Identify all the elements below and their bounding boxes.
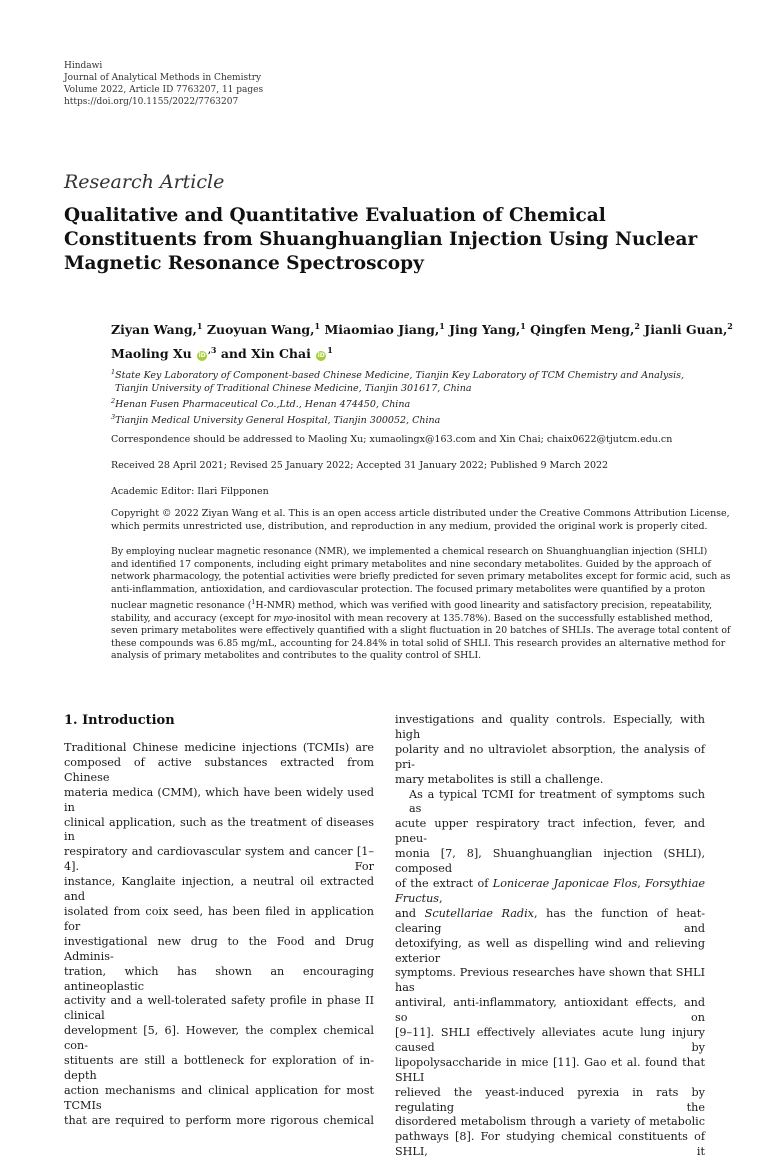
affil-sup: 1 xyxy=(111,368,116,376)
affil-sup: 2 xyxy=(111,397,116,406)
affil-text: Henan Fusen Pharmaceutical Co.,Ltd., Henan 474450, China xyxy=(115,399,411,411)
affil-text: State Key Laboratory of Component-based Chinese Medicine, Tianjin Key Laboratory of TCM Chemistry and Analysis, xyxy=(115,370,685,382)
orcid-icon[interactable]: iD xyxy=(198,352,206,360)
body-line: stituents are still a bottleneck for exploration of in-depth xyxy=(64,1054,374,1082)
copyright-line: Copyright © 2022 Ziyan Wang et al. This is an open access article distributed under the Creative Commons Attribution License, xyxy=(111,508,730,519)
affil-text: Tianjin University of Traditional Chinese Medicine, Tianjin 301617, China xyxy=(115,383,472,395)
author-name[interactable]: Miaomiao Jiang, xyxy=(320,322,440,338)
body-line: activity and a well-tolerated safety profile in phase II clinical xyxy=(64,994,374,1023)
copyright-line: which permits unrestricted use, distribution, and reproduction in any medium, provided the original work is properly cited. xyxy=(111,521,708,532)
body-line: respiratory and cardiovascular system and cancer [1–4]. For xyxy=(64,845,374,874)
body-line: detoxifying, as well as dispelling wind and relieving exterior xyxy=(395,936,705,965)
author-affil-sup: ,3 xyxy=(208,345,217,356)
body-text: , xyxy=(637,876,646,890)
species-name: Scutellariae Radix xyxy=(424,906,534,920)
body-line: acute upper respiratory tract infection, fever, and pneu- xyxy=(395,817,705,846)
affil-text: Tianjin Medical University General Hospital, Tianjin 300052, China xyxy=(115,415,441,427)
title-line: Qualitative and Quantitative Evaluation of Chemical xyxy=(64,205,606,226)
author-affil-sup: 1 xyxy=(439,321,445,331)
abstract-text: nuclear magnetic resonance ( xyxy=(111,600,252,612)
doi-link[interactable]: https://doi.org/10.1155/2022/7763207 xyxy=(64,97,239,107)
body-text: of the extract of xyxy=(395,876,493,890)
affiliation-line xyxy=(111,366,711,382)
author-name[interactable]: Jianli Guan, xyxy=(639,322,728,338)
abstract-text: H-NMR) method, which was verified with good linearity and satisfactory precision, repeatability, xyxy=(255,600,713,612)
body-line: composed of active substances extracted from Chinese xyxy=(64,755,374,784)
body-text: , xyxy=(439,891,443,905)
copyright-notice xyxy=(111,507,730,533)
author-affil-sup: 1 xyxy=(314,321,321,331)
body-line: symptoms. Previous researches have shown that SHLI has xyxy=(395,966,705,995)
title-line: Constituents from Shuanghuanglian Injection Using Nuclear xyxy=(64,229,698,250)
abstract-line: By employing nuclear magnetic resonance (NMR), we implemented a chemical research on Shuanghuanglian injection (SHLI) xyxy=(111,546,708,557)
body-line: investigations and quality controls. Especially, with high xyxy=(395,713,705,741)
abstract-line xyxy=(111,596,711,613)
body-line: development [5, 6]. However, the complex chemical con- xyxy=(64,1024,374,1053)
affiliation-line xyxy=(111,382,711,395)
abstract-text: -inositol with mean recovery at 135.78%). Based on the successfully established method, xyxy=(293,612,713,624)
abstract xyxy=(111,546,731,663)
article-title xyxy=(64,204,704,276)
body-column-right xyxy=(395,713,705,1160)
author-affil-sup: 1 xyxy=(196,321,203,331)
abstract-line: analysis of primary metabolites and contributes to the quality control of SHLI. xyxy=(111,650,482,662)
abstract-sup: 1 xyxy=(251,598,256,606)
affiliation-line xyxy=(111,411,711,427)
body-line: pathways [8]. For studying chemical constituents of SHLI, it xyxy=(395,1130,705,1159)
body-line: Traditional Chinese medicine injections (TCMIs) are xyxy=(64,741,374,754)
body-line: action mechanisms and clinical application for most TCMIs xyxy=(64,1083,374,1112)
body-line: materia medica (CMM), which have been widely used in xyxy=(64,785,374,814)
body-line: that are required to perform more rigorous chemical xyxy=(64,1113,374,1127)
abstract-line: network pharmacology, the potential activities were briefly predicted for seven primary metabolites except for formic acid, such as xyxy=(111,571,731,582)
body-text: , has the function of heat-clearing and xyxy=(395,906,706,935)
species-name: Lonicerae Japonicae Flos xyxy=(492,876,638,890)
academic-editor: Academic Editor: Ilari Filpponen xyxy=(111,486,269,497)
abstract-line: and identified 17 components, including eight primary metabolites and nine secondary metabolites. Guided by the approach of xyxy=(111,558,711,570)
abstract-line: seven primary metabolites were effectively quantified with a slight fluctuation in 20 batches of SHLIs. The average total content of xyxy=(111,625,731,637)
abstract-italic: myo xyxy=(273,612,294,624)
body-text: and xyxy=(395,906,425,920)
publication-dates: Received 28 April 2021; Revised 25 January 2022; Accepted 31 January 2022; Published 9 March 2022 xyxy=(111,460,609,471)
orcid-icon[interactable]: iD xyxy=(317,352,325,360)
publisher-name: Hindawi xyxy=(64,61,103,71)
correspondence: Correspondence should be addressed to Maoling Xu; xumaolingx@163.com and Xin Chai; chaix0622@tjutcm.edu.cn xyxy=(111,434,673,445)
body-line: lipopolysaccharide in mice [11]. Gao et al. found that SHLI xyxy=(395,1055,705,1084)
body-line: relieved the yeast-induced pyrexia in rats by regulating the xyxy=(395,1085,705,1114)
body-line: monia [7, 8], Shuanghuanglian injection (SHLI), composed xyxy=(395,847,705,876)
journal-header xyxy=(64,60,263,108)
author-affil-sup: 2 xyxy=(727,321,733,331)
body-line: investigational new drug to the Food and Drug Adminis- xyxy=(64,934,374,963)
author-name[interactable]: and Xin Chai xyxy=(216,346,311,362)
body-line: [9–11]. SHLI effectively alleviates acute lung injury caused by xyxy=(395,1026,705,1054)
author-name[interactable]: Jing Yang, xyxy=(444,322,521,338)
body-line: instance, Kanglaite injection, a neutral oil extracted and xyxy=(64,875,374,904)
abstract-line xyxy=(111,613,711,626)
species-name: Forsythiae Fructus xyxy=(395,876,705,905)
body-line: antiviral, anti-inflammatory, antioxidant effects, and so on xyxy=(395,996,705,1025)
author-affil-sup: 1 xyxy=(327,345,333,356)
author-name[interactable]: Qingfen Meng, xyxy=(525,322,635,338)
author-name[interactable]: Zuoyuan Wang, xyxy=(202,322,315,338)
body-line xyxy=(395,907,705,937)
author-line xyxy=(111,340,711,364)
journal-name: Journal of Analytical Methods in Chemistry xyxy=(64,73,262,83)
body-line: clinical application, such as the treatment of diseases in xyxy=(64,815,374,844)
affiliation-line xyxy=(111,395,711,411)
affiliations xyxy=(111,366,711,427)
section-heading-introduction: 1. Introduction xyxy=(64,713,175,728)
body-line: polarity and no ultraviolet absorption, the analysis of pri- xyxy=(395,742,705,771)
body-line: mary metabolites is still a challenge. xyxy=(395,772,604,786)
title-line: Magnetic Resonance Spectroscopy xyxy=(64,253,424,274)
author-affil-sup: 2 xyxy=(634,321,640,331)
author-line xyxy=(111,316,733,340)
abstract-line: these compounds was 6.85 mg/mL, accounting for 24.84% in total solid of SHLI. This research provides an alternative method for xyxy=(111,637,726,649)
body-column-left xyxy=(64,741,374,1129)
body-line: tration, which has shown an encouraging antineoplastic xyxy=(64,964,374,993)
body-line xyxy=(395,877,705,907)
body-line: disordered metabolism through a variety of metabolic xyxy=(395,1115,705,1129)
author-name[interactable]: Ziyan Wang, xyxy=(111,322,197,338)
abstract-line: anti-inflammation, antioxidation, and cardiovascular protection. The focused primary metabolites were quantified by a proton xyxy=(111,583,706,595)
body-line: As a typical TCMI for treatment of symptoms such as xyxy=(409,787,705,816)
volume-line: Volume 2022, Article ID 7763207, 11 pages xyxy=(64,85,264,95)
author-list xyxy=(111,316,733,364)
article-type: Research Article xyxy=(64,171,225,193)
author-name[interactable]: Maoling Xu xyxy=(111,346,192,362)
affil-sup: 3 xyxy=(111,413,116,422)
author-affil-sup: 1 xyxy=(520,321,526,331)
body-line: isolated from coix seed, has been filed in application for xyxy=(64,904,374,933)
abstract-text: stability, and accuracy (except for xyxy=(111,612,274,624)
